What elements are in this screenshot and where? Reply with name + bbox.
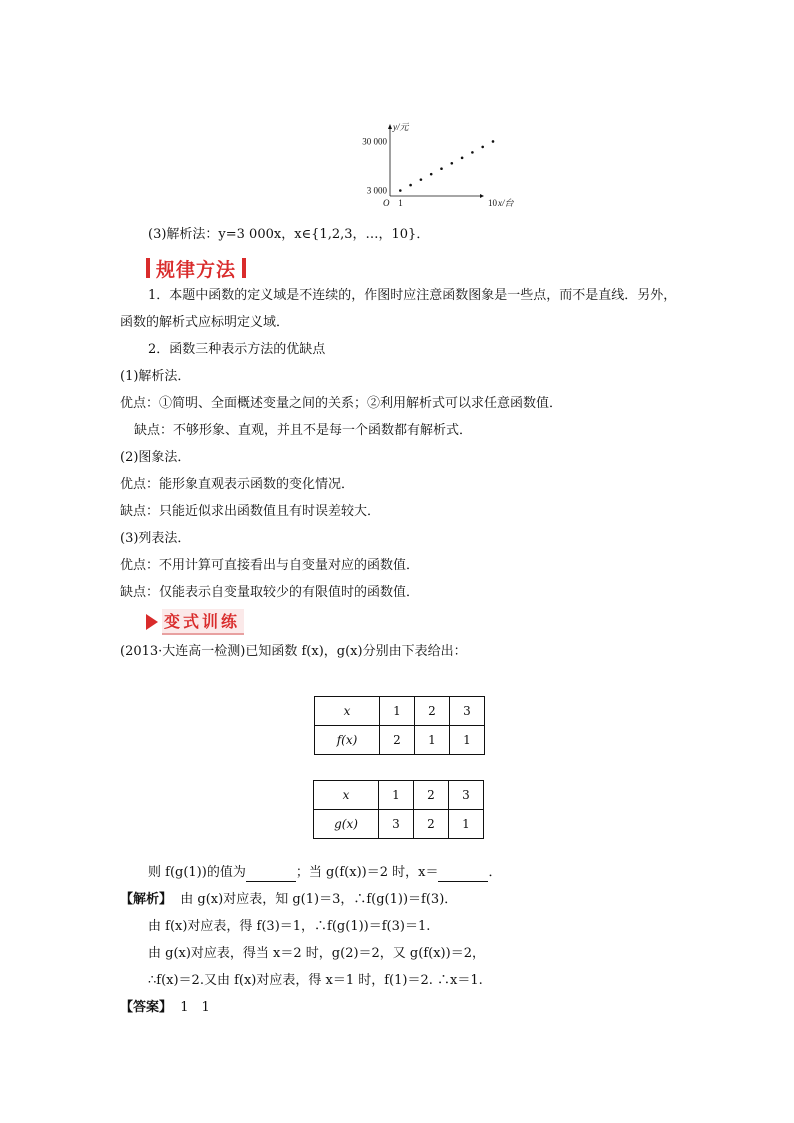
solution-text-1: 由 g(x)对应表，知 g(1)＝3，∴f(g(1))＝f(3)．: [180, 892, 458, 907]
chart-points: [399, 140, 494, 192]
y-tick-label: 3 000: [366, 185, 387, 196]
table-cell: 1: [450, 726, 485, 755]
solution-line-1: [120, 891, 457, 909]
question-part-b: ；当 g(f(x))＝2 时，x＝: [295, 865, 439, 880]
table-cell: 1: [379, 781, 414, 810]
data-point: [440, 167, 443, 170]
data-point: [471, 151, 474, 154]
table-cell: f(x): [315, 726, 380, 755]
triangle-icon: [146, 614, 158, 630]
analytic-method-line: (3)解析法：y=3 000x，x∈{1,2,3，…，10}．: [148, 227, 430, 242]
question-part-a: 则 f(g(1))的值为: [148, 865, 246, 880]
solution-line-4: ∴f(x)＝2.又由 f(x)对应表，得 x＝1 时，f(1)＝2. ∴x＝1.: [148, 973, 483, 988]
y-tick-label: 30 000: [362, 136, 387, 147]
variant-title: 变式训练: [162, 609, 244, 635]
banner-bar-right: [242, 258, 246, 278]
solution-tag: 【解析】: [120, 892, 173, 907]
solution-line-3: 由 g(x)对应表，得当 x＝2 时，g(2)＝2，又 g(f(x))＝2，: [148, 946, 485, 961]
answer-value: 1 1: [180, 1000, 210, 1015]
analytic-pros: 优点：①简明、全面概述变量之间的关系；②利用解析式可以求任意函数值．: [120, 396, 563, 411]
banner-title: 规律方法: [156, 258, 237, 281]
data-point: [409, 184, 412, 187]
data-point: [451, 162, 454, 165]
analytic-heading: (1)解析法．: [120, 369, 191, 384]
data-point: [492, 140, 495, 143]
data-point: [399, 189, 402, 192]
table-f-value-row: [315, 726, 485, 755]
data-point: [430, 173, 433, 176]
table-cell: 2: [414, 781, 449, 810]
answer-line: [120, 999, 210, 1017]
data-point: [481, 146, 484, 149]
problem-intro: (2013·大连高一检测)已知函数 f(x)，g(x)分别由下表给出：: [120, 644, 467, 659]
table-g: [313, 780, 484, 839]
origin-label: O: [383, 198, 390, 208]
table-f: [314, 696, 485, 755]
analytic-cons: 缺点：不够形象、直观，并且不是每一个函数都有解析式．: [134, 423, 473, 438]
method-paragraph-2: 2．函数三种表示方法的优缺点: [148, 342, 326, 357]
table-cell: x: [314, 781, 379, 810]
graph-heading: (2)图象法．: [120, 450, 191, 465]
graph-pros: 优点：能形象直观表示函数的变化情况．: [120, 477, 355, 492]
answer-tag: 【答案】: [120, 1000, 173, 1015]
table-cell: 3: [450, 697, 485, 726]
table-cell: 2: [414, 810, 449, 839]
table-cell: 3: [379, 810, 414, 839]
x-axis-label: x/台: [498, 198, 514, 208]
method-paragraph-1: 1．本题中函数的定义域是不连续的，作图时应注意函数图象是一些点，而不是直线．另外，函数的解析式应标明定义域．: [120, 288, 677, 330]
table-cell: 3: [449, 781, 484, 810]
chart-axes: [388, 124, 484, 198]
table-cell: 1: [449, 810, 484, 839]
y-axis-label: y/元: [393, 122, 409, 132]
table-cell: 1: [380, 697, 415, 726]
x-tick-label: 1: [398, 198, 403, 208]
table-cons: 缺点：仅能表示自变量取较少的有限值时的函数值．: [120, 585, 420, 600]
problem-question: [148, 864, 501, 882]
section-banner: [146, 255, 246, 281]
x-tick-label: 10: [488, 198, 497, 208]
scatter-chart: [340, 120, 514, 215]
table-cell: x: [315, 697, 380, 726]
data-point: [420, 178, 423, 181]
data-point: [461, 157, 464, 160]
chart-labels: [362, 122, 514, 208]
question-part-c: ．: [488, 865, 502, 880]
table-heading: (3)列表法．: [120, 531, 191, 546]
y-axis-arrow: [388, 124, 392, 129]
table-cell: 1: [415, 726, 450, 755]
table-g-header-row: [314, 781, 484, 810]
answer-blank-1: [246, 867, 296, 882]
table-pros: 优点：不用计算可直接看出与自变量对应的函数值．: [120, 558, 420, 573]
table-f-header-row: [315, 697, 485, 726]
table-cell: g(x): [314, 810, 379, 839]
graph-cons: 缺点：只能近似求出函数值且有时误差较大．: [120, 504, 381, 519]
table-cell: 2: [415, 697, 450, 726]
answer-blank-2: [438, 867, 488, 882]
x-axis-arrow: [480, 194, 484, 198]
variant-banner: [146, 612, 244, 632]
solution-line-2: 由 f(x)对应表，得 f(3)＝1，∴f(g(1))＝f(3)＝1.: [148, 919, 431, 934]
table-g-value-row: [314, 810, 484, 839]
table-cell: 2: [380, 726, 415, 755]
